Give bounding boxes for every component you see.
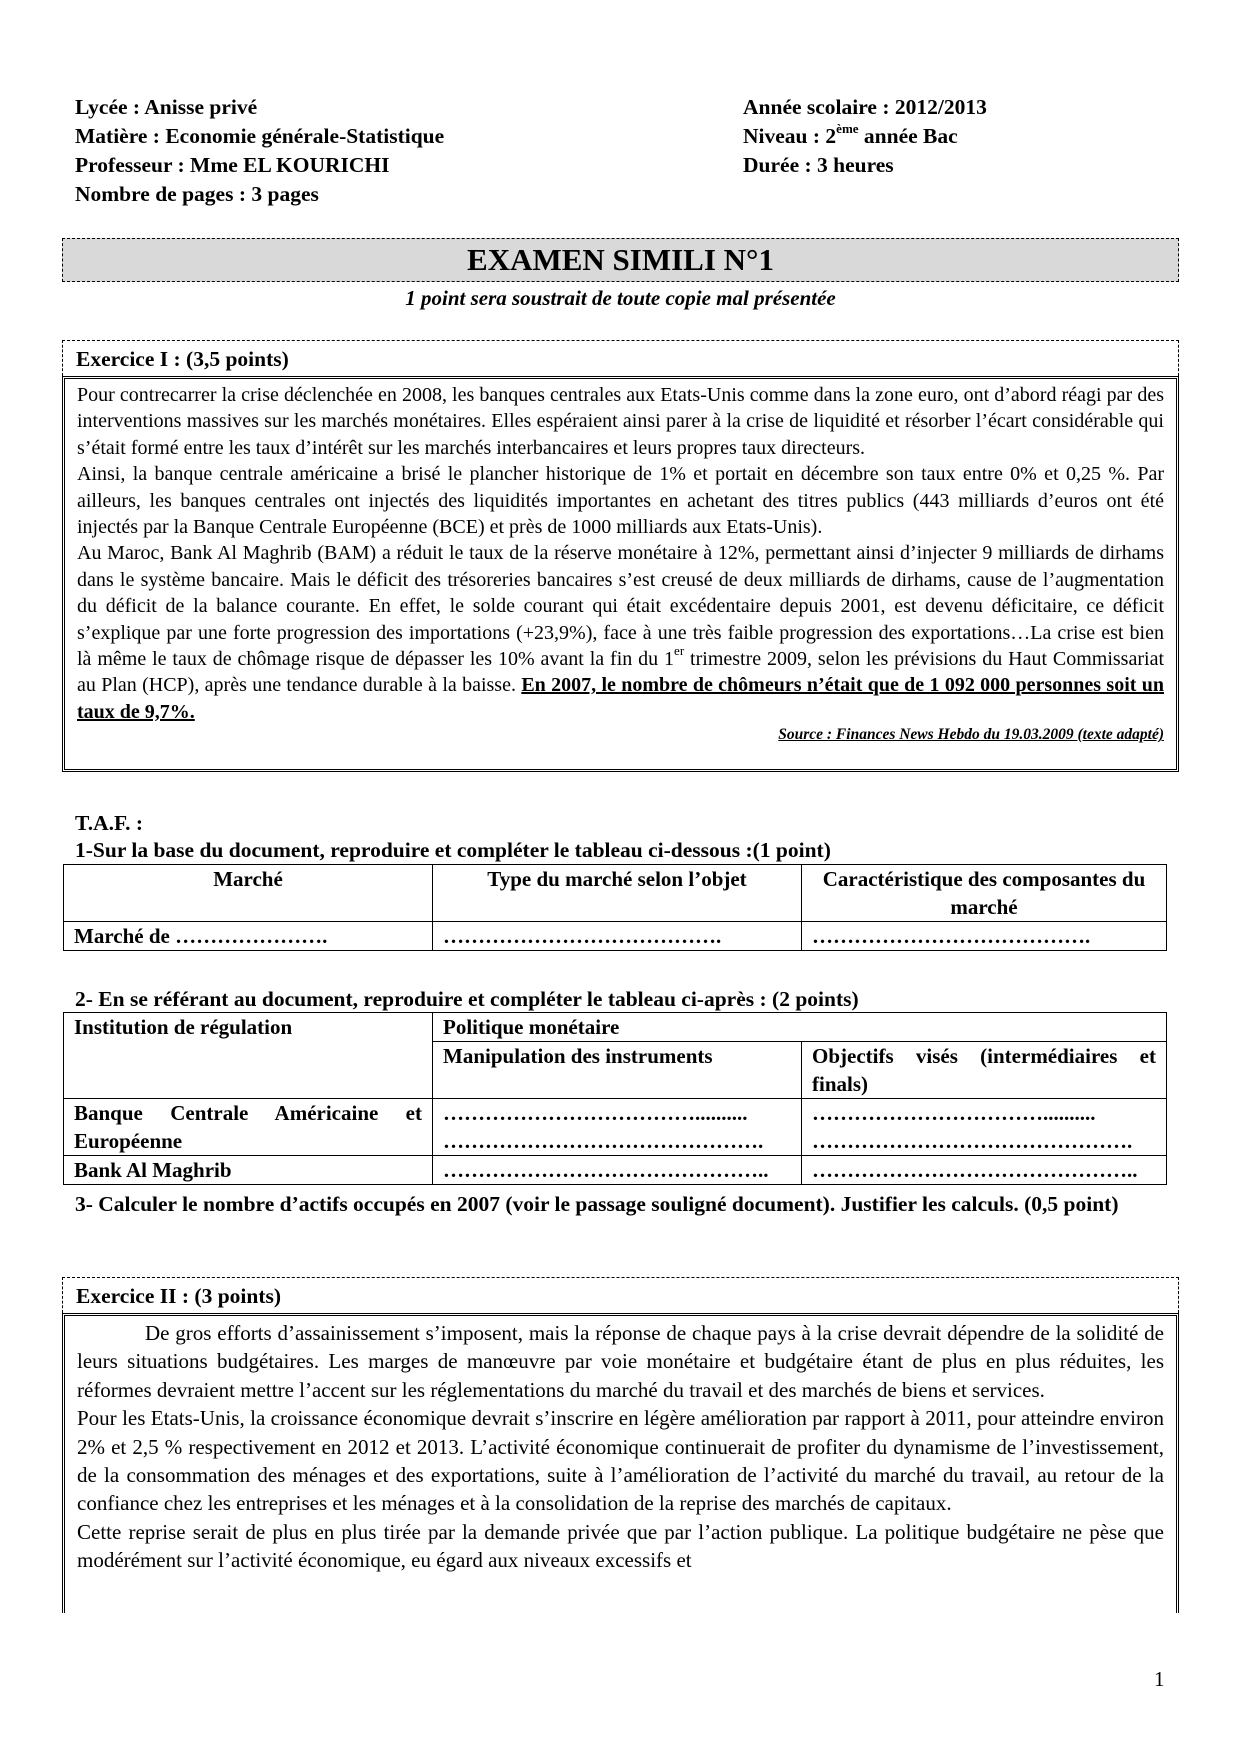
question-2: 2- En se référant au document, reproduire et compléter le tableau ci-après : (2 points): [75, 987, 859, 1011]
page-count: Nombre de pages : 3 pages: [75, 182, 319, 206]
table2-row2-institution: Bank Al Maghrib: [64, 1156, 433, 1185]
question-1: 1-Sur la base du document, reproduire et compléter le tableau ci-dessous :(1 point): [75, 838, 831, 862]
table2-row1-instruments: ……………………………….......... ……………………………………….: [433, 1099, 802, 1156]
exam-title-box: [62, 238, 1179, 282]
header-right: [743, 93, 987, 180]
table2-header-objectives: Objectifs visés (intermédiaires et finals): [802, 1042, 1167, 1099]
exercise-1-title: Exercice I : (3,5 points): [76, 347, 289, 371]
exam-title: EXAMEN SIMILI N°1: [467, 242, 774, 277]
table2-row2-objectives: ………………………………………..: [802, 1156, 1167, 1185]
market-table: [63, 864, 1167, 951]
source-citation: Source : Finances News Hebdo du 19.03.2009 (texte adapté): [778, 726, 1164, 744]
page-number: 1: [1154, 1667, 1165, 1691]
exercise-2-paragraph-1: De gros efforts d’assainissement s’imposent, mais la réponse de chaque pays à la crise devrait dépendre de la solidité de leurs situations budgétaires. Les marges de manœuvre par voie monétaire et budgétaire étant de plus en plus réduites, les réformes devraient mettre l’accent sur les réglementations du marché du travail et des marchés de biens et services.: [77, 1321, 1164, 1402]
school-year: Année scolaire : 2012/2013: [743, 95, 987, 119]
taf-label: T.A.F. :: [75, 811, 144, 835]
table2-header-policy: Politique monétaire: [433, 1013, 1167, 1042]
exercise-2-header: [62, 1277, 1179, 1313]
table1-cell-type: ………………………………….: [433, 922, 802, 951]
exercise-1-text-box: [62, 376, 1179, 772]
subject: Matière : Economie générale-Statistique: [75, 124, 445, 148]
table2-row1-objectives: …………………………….......... ……………………………………….: [802, 1099, 1167, 1156]
exercise-2-paragraph-2: Pour les Etats-Unis, la croissance économique devrait s’inscrire en légère amélioration par rapport à 2011, pour atteindre environ 2% et 2,5 % respectivement en 2012 et 2013. L’activité économique continuerait de profiter du dynamisme de l’investissement, de la consommation des ménages et des exportations, suite à l’amélioration de l’activité du marché du travail, au retour de la confiance chez les entreprises et les ménages et à la consolidation de la reprise des marchés de capitaux.: [77, 1406, 1164, 1516]
table2-header-instruments: Manipulation des instruments: [433, 1042, 802, 1099]
level: Niveau : 2ème année Bac: [743, 120, 958, 148]
exam-subtitle: 1 point sera soustrait de toute copie mal présentée: [405, 286, 836, 310]
table1-header-type: Type du marché selon l’objet: [433, 865, 802, 922]
exercise-1-paragraph-1: Pour contrecarrer la crise déclenchée en 2008, les banques centrales aux Etats-Unis comme dans la zone euro, ont d’abord réagi par des interventions massives sur les marchés monétaires. Elles espéraient ainsi parer à la crise de liquidité et résorber l’écart considérable qui s’était formé entre les taux d’intérêt sur les marchés interbancaires et leurs propres taux directeurs.: [77, 384, 1164, 459]
exercise-1-header: [62, 340, 1179, 376]
duration: Durée : 3 heures: [743, 153, 894, 177]
question-3: 3- Calculer le nombre d’actifs occupés en 2007 (voir le passage souligné document). Justifier les calculs. (0,5 point): [75, 1192, 1119, 1216]
table1-cell-market: Marché de ………………….: [64, 922, 433, 951]
exercise-1-paragraph-2: Ainsi, la banque centrale américaine a brisé le plancher historique de 1% et portait en décembre son taux entre 0% et 0,25 %. Par ailleurs, les banques centrales ont injectés des liquidités importantes en achetant des titres publics (443 milliards d’euros ont été injectés par la Banque Centrale Européenne (BCE) et près de 1000 milliards aux Etats-Unis).: [77, 463, 1164, 539]
header-left: [75, 93, 444, 209]
exercise-2-paragraph-3: Cette reprise serait de plus en plus tirée par la demande privée que par l’action publique. La politique budgétaire ne pèse que modérément sur l’activité économique, eu égard aux niveaux excessifs et: [77, 1519, 1164, 1573]
table1-header-characteristic: Caractéristique des composantes du marché: [802, 865, 1167, 922]
exercise-2-title: Exercice II : (3 points): [76, 1284, 282, 1308]
exercise-2-text-box: [62, 1313, 1179, 1613]
underlined-passage: En 2007, le nombre de chômeurs n’était que de 1 092 000 personnes soit un taux de 9,7%.: [77, 674, 1164, 723]
teacher: Professeur : Mme EL KOURICHI: [75, 153, 390, 177]
regulation-table: [63, 1012, 1167, 1185]
table2-row2-instruments: ………………………………………..: [433, 1156, 802, 1185]
table2-row1-institution: Banque Centrale Américaine et Européenne: [64, 1099, 433, 1156]
school-name: Lycée : Anisse privé: [75, 95, 258, 119]
table1-header-market: Marché: [64, 865, 433, 922]
table1-cell-characteristic: ………………………………….: [802, 922, 1167, 951]
table2-header-institution: Institution de régulation: [64, 1013, 433, 1099]
exercise-1-paragraph-3: Au Maroc, Bank Al Maghrib (BAM) a réduit le taux de la réserve monétaire à 12%, permettant ainsi d’injecter 9 milliards de dirhams dans le système bancaire. Mais le déficit des trésoreries bancaires s’est creusé de deux milliards de dirhams, cause de l’augmentation du déficit de la balance courante. En effet, le solde courant qui était excédentaire depuis 2001, est devenu déficitaire, ce déficit s’explique par une forte progression des importations (+23,9%), face à une très faible progression des exportations…La crise est bien là même le taux de chômage risque de dépasser les 10% avant la fin du 1er trimestre 2009, selon les prévisions du Haut Commissariat au Plan (HCP), après une tendance durable à la baisse. En 2007, le nombre de chômeurs n’était que de 1 092 000 personnes soit un taux de 9,7%.: [77, 542, 1164, 723]
